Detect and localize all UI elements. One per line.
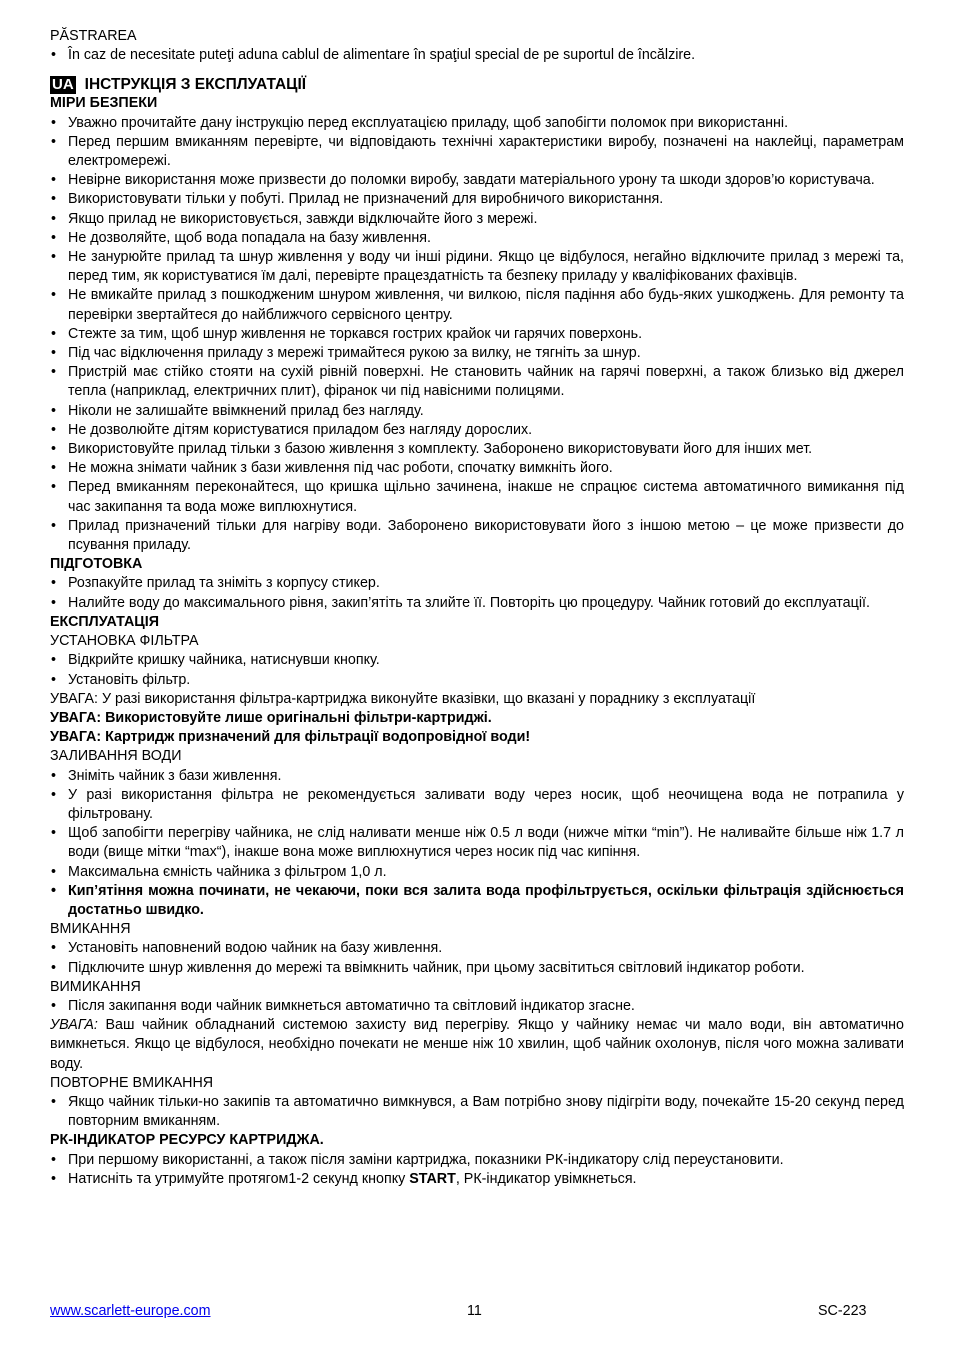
list-item: • Зніміть чайник з бази живлення.	[50, 767, 904, 786]
list-item: • У разі використання фільтра не рекомендується заливати воду через носик, щоб неочищена вода не потрапила у фільтровану.	[50, 786, 904, 824]
filter-list	[50, 651, 904, 689]
list-item: • Щоб запобігти перегріву чайника, не слід наливати менше ніж 0.5 л води (нижче мітки “min”). Не наливайте більше ніж 1.7 л води (вище мітки “max“), інакше вона може виплюхнутися через носик під час кипіння.	[50, 824, 904, 862]
section-title-text: ІНСТРУКЦІЯ З ЕКСПЛУАТАЦІЇ	[84, 76, 307, 94]
list-item: • Під час відключення приладу з мережі тримайтеся рукою за вилку, не тягніть за шнур.	[50, 344, 904, 363]
list-item: • При першому використанні, а також після заміни картриджа, показники РК-індикатору слід переустановити.	[50, 1151, 904, 1170]
repeat-heading: ПОВТОРНЕ ВМИКАННЯ	[50, 1074, 214, 1091]
lcd-list	[50, 1151, 904, 1189]
preparation-list	[50, 574, 904, 612]
list-item: • În caz de necesitate puteţi aduna cablul de alimentare în spaţiul special de pe suportul de încălzire.	[50, 46, 904, 65]
safety-heading: МІРИ БЕЗПЕКИ	[50, 95, 158, 112]
start-label: START	[409, 1170, 456, 1187]
list-item: • Кип’ятіння можна починати, не чекаючи, поки вся залита вода профільтрується, оскільки фільтрація здійснюється достатньо швидко.	[50, 882, 904, 920]
document-page	[50, 27, 904, 1189]
list-item: • Не дозволяйте, щоб вода попадала на базу живлення.	[50, 229, 904, 248]
list-item: • Розпакуйте прилад та зніміть з корпусу стикер.	[50, 574, 904, 593]
filling-list	[50, 767, 904, 921]
list-item: • Не вмикайте прилад з пошкодженим шнуром живлення, чи вилкою, після падіння або будь-яких ушкоджень. Для ремонту та перевірки звертайтеся до найближчого сервісного центру.	[50, 286, 904, 324]
website-link[interactable]: www.scarlett-europe.com	[50, 1303, 211, 1319]
list-item: • Підключите шнур живлення до мережі та ввімкнить чайник, при цьому засвітиться світловий індикатор роботи.	[50, 959, 904, 978]
list-item: • Установіть фільтр.	[50, 671, 904, 690]
ro-storage-heading: PĂSTRAREA	[50, 28, 137, 44]
overheat-note	[50, 1016, 904, 1074]
warning-note: УВАГА: Використовуйте лише оригінальні фільтри-картриджі.	[50, 709, 492, 726]
list-item: • Уважно прочитайте дану інструкцію перед експлуатацією приладу, щоб запобігти поломок при використанні.	[50, 114, 904, 133]
repeat-list	[50, 1093, 904, 1131]
list-item: • Перед першим вмиканням перевірте, чи відповідають технічні характеристики виробу, позначені на наклейці, параметрам електромережі.	[50, 133, 904, 171]
overheat-note-text: Ваш чайник обладнаний системою захисту вид перегріву. Якщо у чайнику немає чи мало води, він автоматично вимкнеться. Якщо це відбулося, необхідно почекати не менше ніж 10 хвилин, щоб чайник охолонув, після чого можна заливати воду.	[50, 1017, 904, 1072]
list-item: • Відкрийте кришку чайника, натиснувши кнопку.	[50, 651, 904, 670]
section-title	[50, 75, 904, 94]
switching-on-heading: ВМИКАННЯ	[50, 921, 131, 938]
list-item: • Перед вмиканням переконайтеся, що кришка щільно зачинена, інакше не спрацює система автоматичного вимикання під час закипання та вода може виплюхнутися.	[50, 478, 904, 516]
list-item	[50, 1170, 904, 1189]
switching-off-heading: ВИМИКАННЯ	[50, 978, 141, 995]
list-item: • Не дозволюйте дітям користуватися приладом без нагляду дорослих.	[50, 421, 904, 440]
overheat-note-label: УВАГА:	[50, 1017, 98, 1034]
preparation-heading: ПІДГОТОВКА	[50, 556, 143, 573]
list-item: • Пристрій має стійко стояти на сухій рівній поверхні. Не становить чайник на гарячі поверхні, а також близько від джерел тепла (наприклад, електричних плит), фіранок чи під навісними полицями.	[50, 363, 904, 401]
list-item: • Не можна знімати чайник з бази живлення під час роботи, спочатку вимкніть його.	[50, 459, 904, 478]
list-item: • Після закипання води чайник вимкнеться автоматично та світловий індикатор згасне.	[50, 997, 904, 1016]
list-item: • Не занурюйте прилад та шнур живлення у воду чи інші рідини. Якщо це відбулося, негайно відключите прилад з мережі та, перед тим, як користуватися їм далі, перевірте працездатність та безпеку приладу у кваліфікованих фахівців.	[50, 248, 904, 286]
lcd-text-pre: Натисніть та утримуйте протягом1-2 секунд кнопку	[68, 1170, 410, 1187]
list-item: • Стежте за тим, щоб шнур живлення не торкався гострих крайок чи гарячих поверхонь.	[50, 325, 904, 344]
list-item: • Використовуйте прилад тільки з базою живлення з комплекту. Заборонено використовувати його для інших мет.	[50, 440, 904, 459]
switching-on-list	[50, 939, 904, 977]
warning-note: УВАГА: Картридж призначений для фільтрації водопровідної води!	[50, 729, 531, 746]
operation-heading: ЕКСПЛУАТАЦІЯ	[50, 613, 159, 630]
list-item: • Прилад призначений тільки для нагріву води. Заборонено використовувати його з іншою метою – це може призвести до псування приладу.	[50, 517, 904, 555]
switching-off-list	[50, 997, 904, 1016]
safety-list	[50, 114, 904, 556]
list-item: • Налийте воду до максимального рівня, закип’ятіть та злийте її. Повторіть цю процедуру. Чайник готовий до експлуатації.	[50, 594, 904, 613]
list-item: • Максимальна ємність чайника з фільтром 1,0 л.	[50, 863, 904, 882]
lcd-heading: РК-ІНДИКАТОР РЕСУРСУ КАРТРИДЖА.	[50, 1132, 324, 1149]
filling-heading: ЗАЛИВАННЯ ВОДИ	[50, 748, 182, 765]
filter-heading: УСТАНОВКА ФІЛЬТРА	[50, 633, 199, 650]
lcd-text-post: , РК-індикатор увімкнеться.	[455, 1170, 637, 1187]
list-item: • Якщо чайник тільки-но закипів та автоматично вимкнувся, а Вам потрібно знову підігріти воду, почекайте 15-20 секунд перед повторним вмиканням.	[50, 1093, 904, 1131]
warning-note: УВАГА: У разі використання фільтра-картриджа виконуйте вказівки, що вказані у пораднику з експлуатації	[50, 690, 756, 707]
list-item: • Невірне використання може призвести до поломки виробу, завдати матеріального урону та шкоди здоров’ю користувача.	[50, 171, 904, 190]
list-item: • Ніколи не залишайте ввімкнений прилад без нагляду.	[50, 402, 904, 421]
list-item: • Якщо прилад не використовується, завжди відключайте його з мережі.	[50, 210, 904, 229]
page-number: 11	[467, 1303, 482, 1319]
list-item: • Установіть наповнений водою чайник на базу живлення.	[50, 939, 904, 958]
ro-storage-list	[50, 46, 904, 65]
list-item: • Використовувати тільки у побуті. Прилад не призначений для виробничого використання.	[50, 190, 904, 209]
language-badge: UA	[52, 75, 74, 93]
model-number: SC-223	[818, 1303, 867, 1319]
